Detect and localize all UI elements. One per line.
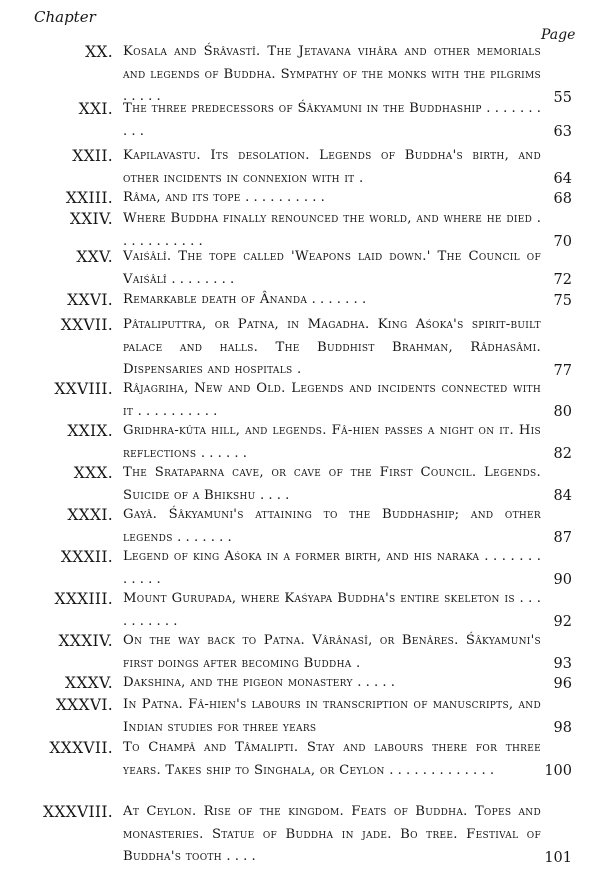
toc-entry [0,420,600,465]
toc-entry [0,289,600,312]
dot-leader: . . . . . [123,89,161,104]
dot-leader: . . . . . . . [311,292,367,307]
chapter-title [123,289,541,312]
toc-entry [0,801,600,869]
chapter-title [123,672,541,695]
chapter-title-text: On the way back to Patna. Vârânasî, or Benâres. Śâkyamuni's first doings after becoming Buddha [123,633,541,671]
dot-leader: . . . . . . . . . . . . [123,549,541,587]
dot-leader: . . . . . . . [177,529,232,545]
page-number: 72 [553,272,572,288]
chapter-title [123,187,541,210]
chapter-number: XXXVI. [55,696,113,714]
chapter-number: XX. [85,43,113,61]
dot-leader: . . . . . [357,675,395,690]
chapter-title [123,801,541,869]
dot-leader: . [356,655,361,671]
page-number: 96 [553,675,572,692]
dot-leader: . . . . . . . . . . . . . [389,762,495,778]
toc-entry [0,314,600,382]
chapter-title [123,694,541,739]
chapter-number: XXII. [72,147,113,165]
chapter-title-text: Pâtaliputtra, or Patna, in Magadha. King Aśoka's spirit-built palace and halls. The Buddhist Brahman, Râdhasâmi. Dispensaries and hospitals [123,317,541,377]
chapter-title-text: To Champâ and Tâmalipti. Stay and labours there for three years. Takes ship to Singhala, or Ceylon [123,740,541,778]
page-number: 100 [544,763,572,779]
chapter-title-text: Remarkable death of Ânanda [123,292,308,307]
chapter-title-text: Gayâ. Śâkyamuni's attaining to the Buddhaship; and other legends [123,507,541,545]
chapter-title-text: The Srataparna cave, or cave of the First Council. Legends. Suicide of a Bhikshu [123,465,541,503]
page-number: 75 [553,292,572,309]
toc-entry [0,98,600,143]
chapter-title [123,546,541,591]
page-number: 101 [544,849,572,866]
dot-leader: . . . . . . . . . . [123,591,541,629]
page-number: 68 [553,190,572,207]
chapter-number: XXXVIII. [43,803,113,821]
toc-entry [0,187,600,210]
chapter-number: XXXV. [64,674,113,692]
chapter-number: XXXII. [60,548,113,566]
chapter-title [123,98,541,143]
chapter-title [123,420,541,465]
chapter-title [123,737,541,782]
dot-leader: . . . . . . . . . . [245,190,325,205]
page-column-label: Page [541,27,576,43]
chapter-title-text: Kosala and Śrâvastî. The Jetavana vihâra and other memorials and legends of Buddha. Sympathy of the monks with the pilgrims [123,44,541,82]
chapter-title-text: Gridhra-kûta hill, and legends. Fâ-hien passes a night on it. His reflections [123,423,541,461]
toc-entry [0,145,600,190]
page-number: 92 [553,614,572,630]
chapter-number: XXXIII. [54,590,113,608]
page-number: 55 [553,89,572,106]
chapter-number: XXXIV. [58,632,113,650]
toc-entry [0,588,600,633]
chapter-number: XXVIII. [54,380,113,398]
chapter-number: XXXI. [67,506,113,524]
chapter-title [123,378,541,423]
chapter-number: XXV. [76,248,113,266]
chapter-column-label: Chapter [34,8,96,26]
page-number: 98 [553,720,572,736]
chapter-title-text: Râma, and its tope [123,190,241,205]
dot-leader: . . . . [226,849,256,864]
toc-entry [0,672,600,695]
chapter-number: XXVI. [67,291,113,309]
chapter-title-text: Mount Gurupada, where Kaśyapa Buddha's entire skeleton is [123,591,515,606]
toc-entry [0,737,600,782]
chapter-title [123,246,541,291]
dot-leader: . . . . . . . . [171,271,235,287]
chapter-title-text: Vaiśâlî. The tope called 'Weapons laid down.' The Council of Vaiśâlî [123,249,541,287]
chapter-title-text: The three predecessors of Śâkyamuni in the Buddhaship [123,101,482,116]
chapter-title [123,462,541,507]
chapter-title-text: Dakshina, and the pigeon monastery [123,675,353,690]
page-number: 84 [553,488,572,504]
chapter-number: XXVII. [60,316,113,334]
chapter-title [123,504,541,549]
chapter-title-text: In Patna. Fâ-hien's labours in transcription of manuscripts, and Indian studies for three years [123,697,541,735]
chapter-number: XXIX. [67,422,113,440]
dot-leader: . . . . [260,487,290,503]
chapter-title [123,145,541,190]
chapter-title-text: Where Buddha finally renounced the world, and where he died [123,211,533,226]
toc-entry [0,504,600,549]
toc-entry [0,630,600,675]
dot-leader: . . . . . . . . . . . [123,211,541,249]
chapter-title [123,588,541,633]
chapter-title-text: At Ceylon. Rise of the kingdom. Feats of Buddha. Topes and monasteries. Statue of Buddha in jade. Bo tree. Festival of Buddha's tooth [123,804,541,864]
page-number: 82 [553,446,572,462]
toc-entry [0,462,600,507]
chapter-number: XXI. [78,100,113,118]
chapter-title-text: Legend of king Aśoka in a former birth, and his naraka [123,549,480,564]
dot-leader: . [358,170,364,186]
page-number: 93 [553,656,572,672]
page-number: 63 [553,124,572,140]
dot-leader: . . . . . . . . . . [123,101,541,139]
dot-leader: . [296,362,302,377]
chapter-number: XXIII. [65,189,113,207]
chapter-title-text: Râjagriha, New and Old. Legends and incidents connected with it [123,381,541,419]
chapter-title [123,630,541,675]
page-number: 64 [553,171,572,187]
dot-leader: . . . . . . [200,445,247,461]
toc-entry [0,694,600,739]
dot-leader: . . . . . . . . . . [137,403,218,419]
page-number: 80 [553,404,572,420]
chapter-number: XXX. [73,464,113,482]
page-number: 90 [553,572,572,588]
chapter-number: XXXVII. [49,739,113,757]
page-number: 87 [553,530,572,546]
chapter-title [123,314,541,382]
toc-entry [0,546,600,591]
toc-entry [0,246,600,291]
chapter-title-text: Kapilavastu. Its desolation. Legends of Buddha's birth, and other incidents in connexion with it [123,148,541,186]
page-number: 70 [553,234,572,250]
chapter-number: XXIV. [69,210,113,228]
toc-entry [0,378,600,423]
page-number: 77 [553,362,572,379]
